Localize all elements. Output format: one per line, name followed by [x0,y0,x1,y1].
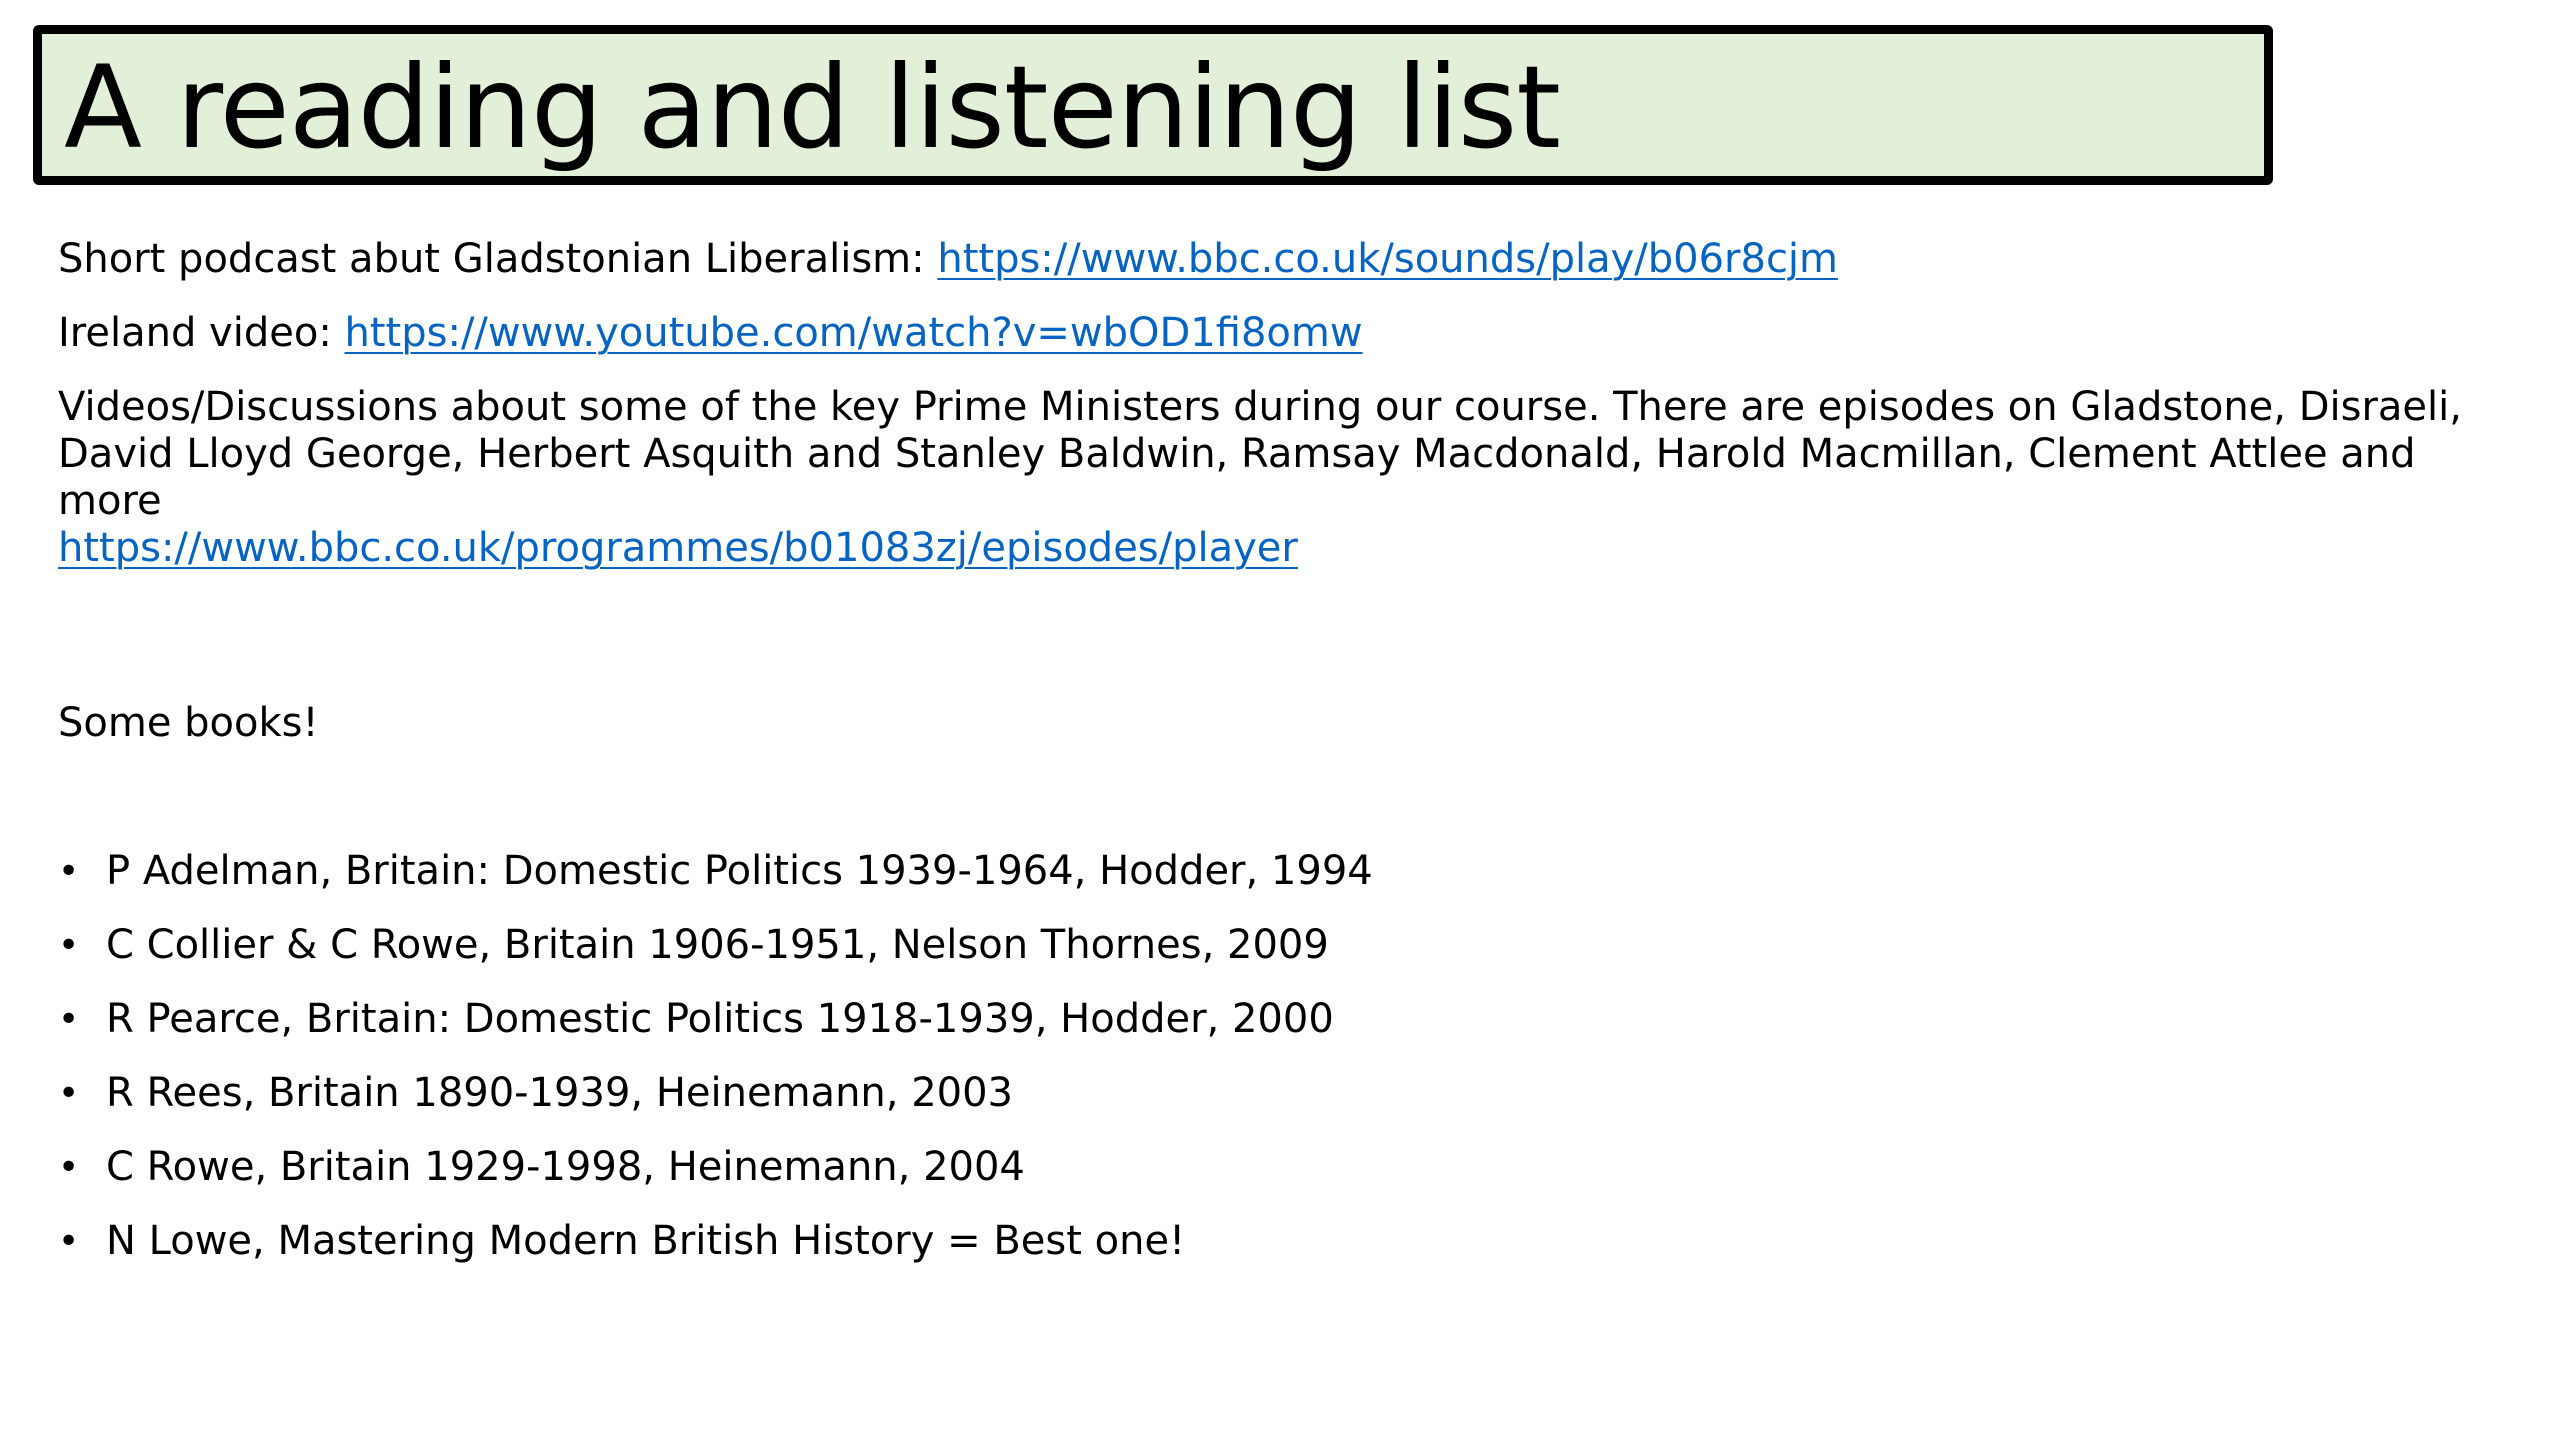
podcast-link[interactable]: https://www.bbc.co.uk/sounds/play/b06r8cjm [937,236,1839,282]
bullet-icon: • [58,925,80,966]
bullet-icon: • [58,851,80,892]
resources-section [58,236,2508,599]
book-list [58,848,1373,1292]
bullet-icon: • [58,1147,80,1188]
book-title: R Rees, Britain 1890-1939, Heinemann, 2003 [106,1070,1013,1116]
list-item [58,996,1373,1043]
page-title: A reading and listening list [64,41,1560,174]
prime-ministers-link[interactable]: https://www.bbc.co.uk/programmes/b01083zj/episodes/player [58,525,1298,571]
bullet-icon: • [58,1073,80,1114]
book-title: R Pearce, Britain: Domestic Politics 1918-1939, Hodder, 2000 [106,996,1334,1042]
book-title: N Lowe, Mastering Modern British History = Best one! [106,1218,1186,1264]
podcast-label: Short podcast abut Gladstonian Liberalism: [58,236,938,282]
video-label: Ireland video: [58,310,345,356]
book-title: C Rowe, Britain 1929-1998, Heinemann, 2004 [106,1144,1025,1190]
list-item [58,1218,1373,1265]
book-title: C Collier & C Rowe, Britain 1906-1951, Nelson Thornes, 2009 [106,922,1329,968]
book-title: P Adelman, Britain: Domestic Politics 1939-1964, Hodder, 1994 [106,848,1373,894]
video-line [58,310,2508,357]
bullet-icon: • [58,1221,80,1262]
books-heading: Some books! [58,700,319,746]
bullet-icon: • [58,999,80,1040]
list-item [58,848,1373,895]
video-link[interactable]: https://www.youtube.com/watch?v=wbOD1fi8omw [344,310,1363,356]
title-box [33,25,2273,185]
prime-ministers-line [58,384,2508,572]
list-item [58,1144,1373,1191]
list-item [58,922,1373,969]
prime-ministers-label: Videos/Discussions about some of the key Prime Ministers during our course. There are episodes on Gladstone, Disraeli, David Lloyd George, Herbert Asquith and Stanley Baldwin, Ramsay Macdonald, Harold Macmillan, Clement Attlee and more [58,384,2462,524]
podcast-line [58,236,2508,283]
list-item [58,1070,1373,1117]
